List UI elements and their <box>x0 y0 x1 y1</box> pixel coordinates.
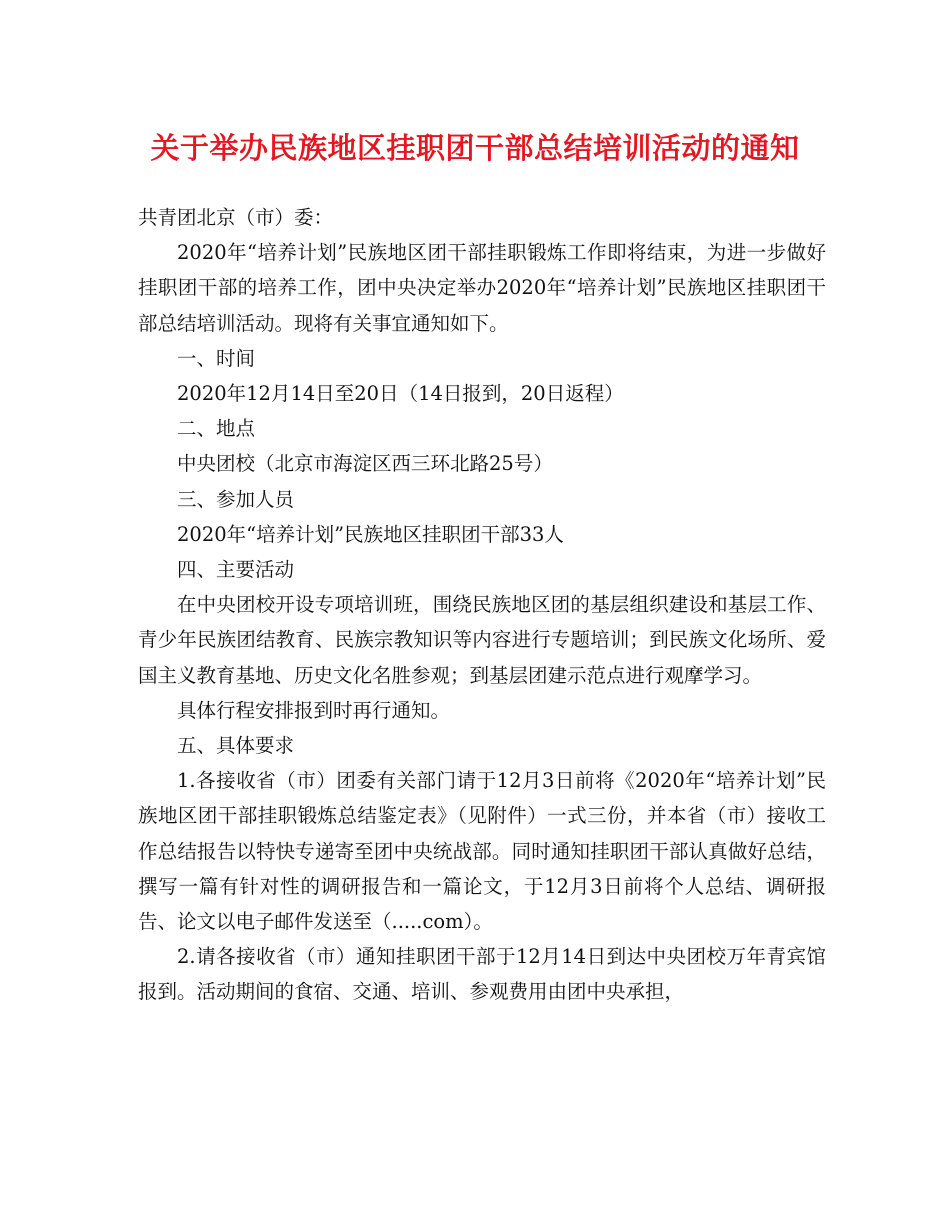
paragraph-participants: 2020年“培养计划”民族地区挂职团干部33人 <box>177 522 564 546</box>
section-heading-requirements: 五、具体要求 <box>177 734 295 758</box>
paragraph-location: 中央团校（北京市海淀区西三环北路25号） <box>177 452 553 476</box>
document-body <box>138 200 826 1010</box>
salutation: 共青团北京（市）委： <box>138 206 334 229</box>
paragraph-requirement-1: 1.各接收省（市）团委有关部门请于12月3日前将《2020年“培养计划”民族地区团干部挂职锻炼总结鉴定表》（见附件）一式三份，并本省（市）接收工作总结报告以特快专递寄至团中央统战部。同时通知挂职团干部认真做好总结，撰写一篇有针对性的调研报告和一篇论文，于12月3日前将个人总结、调研报告、论文以电子邮件发送至（.....com）。 <box>138 769 826 934</box>
section-heading-participants: 三、参加人员 <box>177 487 295 511</box>
section-heading-activities: 四、主要活动 <box>177 558 295 582</box>
document-title: 关于举办民族地区挂职团干部总结培训活动的通知 <box>150 131 800 165</box>
paragraph-time: 2020年12月14日至20日（14日报到，20日返程） <box>177 382 624 406</box>
paragraph-intro: 2020年“培养计划”民族地区团干部挂职锻炼工作即将结束，为进一步做好挂职团干部的培养工作，团中央决定举办2020年“培养计划”民族地区挂职团干部总结培训活动。现将有关事宜通知如下。 <box>138 241 826 335</box>
paragraph-schedule-note: 具体行程安排报到时再行通知。 <box>177 698 451 722</box>
paragraph-activities: 在中央团校开设专项培训班，围绕民族地区团的基层组织建设和基层工作、青少年民族团结教育、民族宗教知识等内容进行专题培训；到民族文化场所、爱国主义教育基地、历史文化名胜参观；到基层团建示范点进行观摩学习。 <box>138 593 826 687</box>
section-heading-location: 二、地点 <box>177 417 256 441</box>
section-heading-time: 一、时间 <box>177 346 256 370</box>
paragraph-requirement-2: 2.请各接收省（市）通知挂职团干部于12月14日到达中央团校万年青宾馆报到。活动期间的食宿、交通、培训、参观费用由团中央承担， <box>138 945 826 1004</box>
